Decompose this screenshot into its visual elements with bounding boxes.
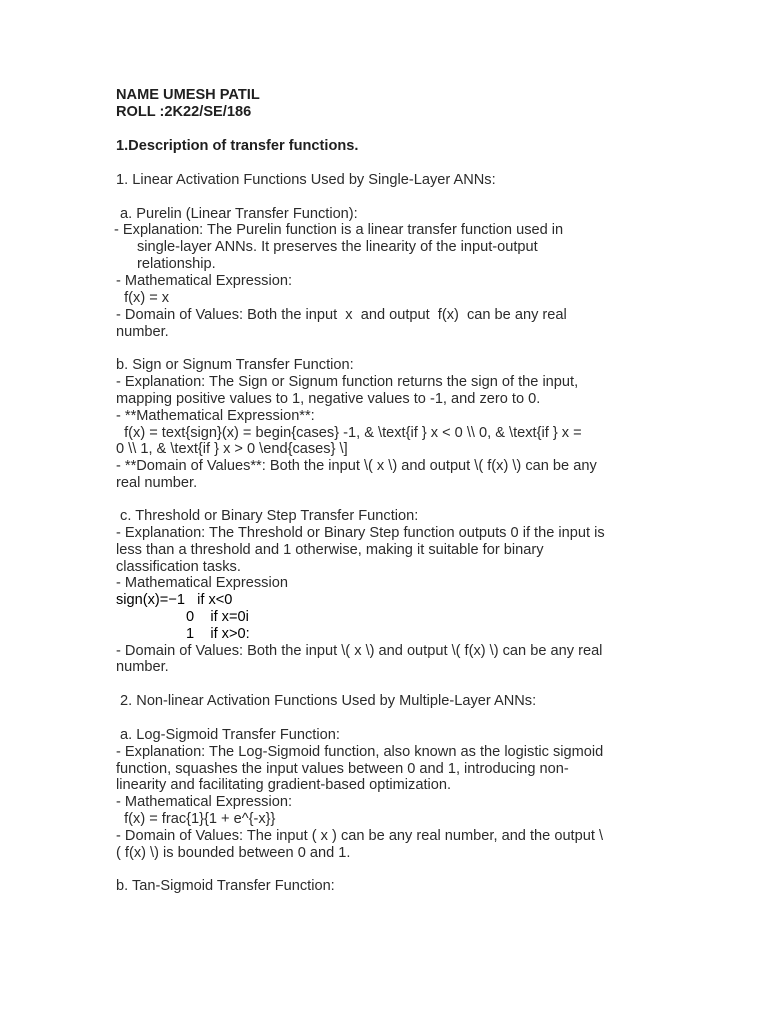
threshold-explanation-line-1: - Explanation: The Threshold or Binary Step function outputs 0 if the input is <box>116 525 605 541</box>
purelin-explanation-line-1: - Explanation: The Purelin function is a linear transfer function used in <box>114 222 564 238</box>
logsig-domain-line-2: ( f(x) \) is bounded between 0 and 1. <box>116 845 351 861</box>
signum-math-expression-line-1: f(x) = text{sign}(x) = begin{cases} -1, & \text{if } x < 0 \\ 0, & \text{if } x = <box>116 425 582 441</box>
threshold-math-line-1: sign(x)=−1 if x<0 <box>116 592 233 608</box>
section-1-heading: 1. Linear Activation Functions Used by Single-Layer ANNs: <box>116 172 496 188</box>
logsig-math-expression: f(x) = frac{1}{1 + e^{-x}} <box>116 811 276 827</box>
signum-domain-line-1: - **Domain of Values**: Both the input \( x \) and output \( f(x) \) can be any <box>116 458 597 474</box>
threshold-explanation-line-2: less than a threshold and 1 otherwise, making it suitable for binary <box>116 542 544 558</box>
logsig-explanation-line-3: linearity and facilitating gradient-based optimization. <box>116 777 452 793</box>
purelin-domain-line-1: - Domain of Values: Both the input x and output f(x) can be any real <box>116 307 567 323</box>
threshold-domain-line-1: - Domain of Values: Both the input \( x \) and output \( f(x) \) can be any real <box>116 643 603 659</box>
signum-math-label: - **Mathematical Expression**: <box>116 408 315 424</box>
signum-domain-line-2: real number. <box>116 475 198 491</box>
threshold-math-line-2: 0 if x=0i <box>186 609 249 625</box>
signum-explanation-line-1: - Explanation: The Sign or Signum function returns the sign of the input, <box>116 374 579 390</box>
student-roll: ROLL :2K22/SE/186 <box>116 104 252 120</box>
signum-explanation-line-2: mapping positive values to 1, negative values to -1, and zero to 0. <box>116 391 541 407</box>
purelin-explanation-line-3: relationship. <box>137 256 216 272</box>
threshold-heading: c. Threshold or Binary Step Transfer Function: <box>116 508 419 524</box>
logsig-math-label: - Mathematical Expression: <box>116 794 293 810</box>
purelin-explanation-line-2: single-layer ANNs. It preserves the linearity of the input-output <box>137 239 538 255</box>
purelin-math-expression: f(x) = x <box>116 290 170 306</box>
logsig-explanation-line-2: function, squashes the input values between 0 and 1, introducing non- <box>116 761 569 777</box>
student-name: NAME UMESH PATIL <box>116 87 260 103</box>
section-2-heading: 2. Non-linear Activation Functions Used by Multiple-Layer ANNs: <box>116 693 537 709</box>
purelin-math-label: - Mathematical Expression: <box>116 273 293 289</box>
purelin-heading: a. Purelin (Linear Transfer Function): <box>116 206 358 222</box>
threshold-domain-line-2: number. <box>116 659 169 675</box>
logsig-domain-line-1: - Domain of Values: The input ( x ) can be any real number, and the output \ <box>116 828 604 844</box>
threshold-math-line-3: 1 if x>0: <box>186 626 250 642</box>
document-title: 1.Description of transfer functions. <box>116 138 359 154</box>
logsig-explanation-line-1: - Explanation: The Log-Sigmoid function, also known as the logistic sigmoid <box>116 744 604 760</box>
signum-heading: b. Sign or Signum Transfer Function: <box>116 357 354 373</box>
threshold-math-label: - Mathematical Expression <box>116 575 288 591</box>
purelin-domain-line-2: number. <box>116 324 169 340</box>
threshold-explanation-line-3: classification tasks. <box>116 559 241 575</box>
logsig-heading: a. Log-Sigmoid Transfer Function: <box>116 727 340 743</box>
tansig-heading: b. Tan-Sigmoid Transfer Function: <box>116 878 335 894</box>
signum-math-expression-line-2: 0 \\ 1, & \text{if } x > 0 \end{cases} \] <box>116 441 348 457</box>
